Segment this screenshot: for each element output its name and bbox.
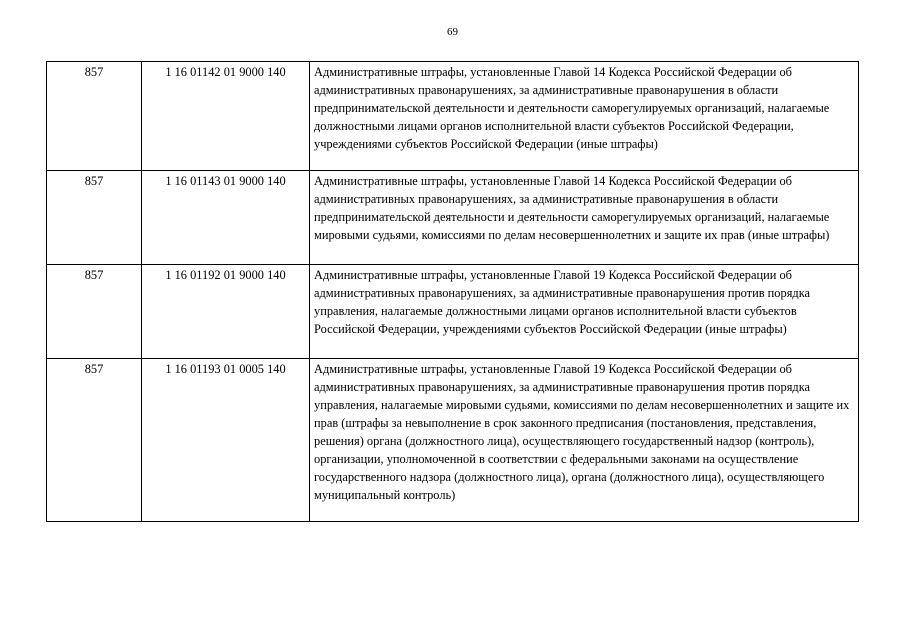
page-number: 69 [447,26,458,38]
budget-codes-table [46,61,859,522]
description-cell: Административные штрафы, установленные Главой 14 Кодекса Российской Федерации об административных правонарушениях, за административные правонарушения в области предпринимательской деятельности и деятельности саморегулируемых организаций, налагаемые должностными лицами органов исполнительной власти субъектов Российской Федерации, учреждениями субъектов Российской Федерации (иные штрафы) [310,62,859,171]
description-cell: Административные штрафы, установленные Главой 14 Кодекса Российской Федерации об административных правонарушениях, за административные правонарушения в области предпринимательской деятельности и деятельности саморегулируемых организаций, налагаемые мировыми судьями, комиссиями по делам несовершеннолетних и защите их прав (иные штрафы) [310,171,859,265]
admin-code-cell: 857 [47,359,142,522]
table-row [47,62,859,171]
admin-code-cell: 857 [47,265,142,359]
budget-code-cell: 1 16 01142 01 9000 140 [142,62,310,171]
table-row [47,265,859,359]
admin-code-cell: 857 [47,171,142,265]
description-cell: Административные штрафы, установленные Главой 19 Кодекса Российской Федерации об административных правонарушениях, за административные правонарушения против порядка управления, налагаемые мировыми судьями, комиссиями по делам несовершеннолетних и защите их прав (штрафы за невыполнение в срок законного предписания (постановления, представления, решения) органа (должностного лица), осуществляющего государственный надзор (контроль), организации, уполномоченной в соответствии с федеральными законами на осуществление государственного надзора (должностного лица), органа (должностного лица), осуществляющего муниципальный контроль) [310,359,859,522]
budget-code-cell: 1 16 01193 01 0005 140 [142,359,310,522]
table-row [47,171,859,265]
budget-code-cell: 1 16 01192 01 9000 140 [142,265,310,359]
description-cell: Административные штрафы, установленные Главой 19 Кодекса Российской Федерации об административных правонарушениях, за административные правонарушения против порядка управления, налагаемые должностными лицами органов исполнительной власти субъектов Российской Федерации, учреждениями субъектов Российской Федерации (иные штрафы) [310,265,859,359]
budget-code-cell: 1 16 01143 01 9000 140 [142,171,310,265]
admin-code-cell: 857 [47,62,142,171]
table-row [47,359,859,522]
